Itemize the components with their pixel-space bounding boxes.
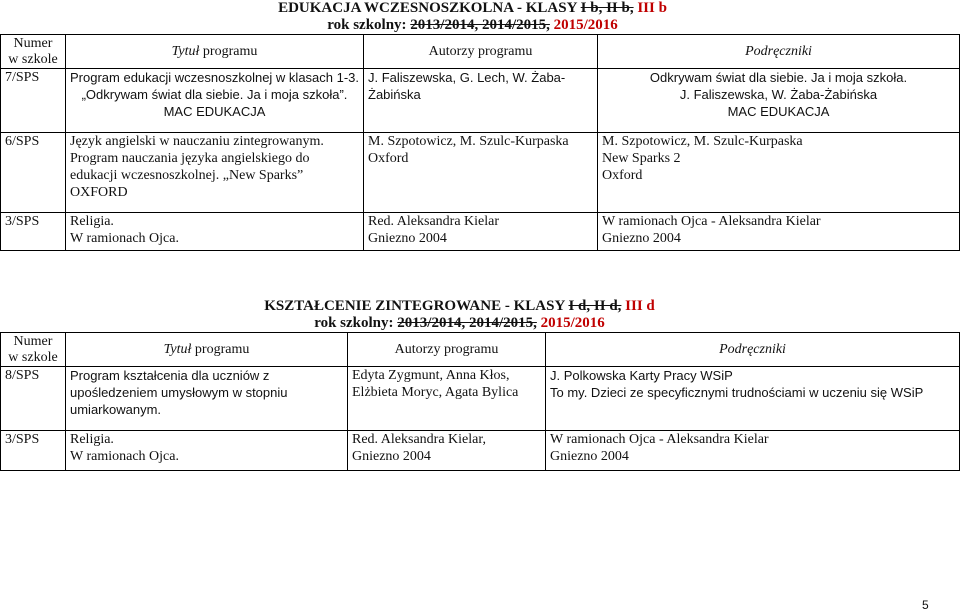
- program-title: Religia. W ramionach Ojca.: [66, 431, 348, 471]
- program-title: Program kształcenia dla uczniów z upośledzeniem umysłowym w stopniu umiarkowanym.: [66, 367, 348, 431]
- table-title-row: [1, 0, 960, 35]
- page-number: 5: [922, 598, 929, 612]
- header-textbooks: Podręczniki: [598, 35, 960, 69]
- table-row: [1, 213, 960, 251]
- program-number: 3/SPS: [1, 213, 66, 251]
- program-authors: J. Faliszewska, G. Lech, W. Żaba- Żabińska: [364, 69, 598, 133]
- program-title: Program edukacji wczesnoszkolnej w klasach 1-3. „Odkrywam świat dla siebie. Ja i moja szkoła”. MAC EDUKACJA: [66, 69, 364, 133]
- program-number: 7/SPS: [1, 69, 66, 133]
- section-title: EDUKACJA WCZESNOSZKOLNA - KLASY I b, II b, III b rok szkolny: 2013/2014, 2014/2015, 2015/2016: [66, 0, 960, 35]
- program-title: Religia. W ramionach Ojca.: [66, 213, 364, 251]
- header-row: [1, 333, 960, 367]
- header-number: Numer w szkole: [1, 35, 66, 69]
- program-textbooks: J. Polkowska Karty Pracy WSiP To my. Dzieci ze specyficznymi trudnościami w uczeniu się WSiP: [546, 367, 960, 431]
- header-authors: Autorzy programu: [364, 35, 598, 69]
- header-row: [1, 35, 960, 69]
- header-program-title: Tytuł programu: [66, 35, 364, 69]
- curriculum-table-early-education: [0, 0, 960, 251]
- school-year: rok szkolny: 2013/2014, 2014/2015, 2015/2016: [314, 315, 605, 331]
- program-number: 8/SPS: [1, 367, 66, 431]
- header-number: Numer w szkole: [1, 333, 66, 367]
- header-authors: Autorzy programu: [348, 333, 546, 367]
- table-row: [1, 367, 960, 431]
- curriculum-table-integrated-education: [0, 298, 960, 471]
- header-program-title: Tytuł programu: [66, 333, 348, 367]
- section-title: KSZTAŁCENIE ZINTEGROWANE - KLASY I d, II d, III d rok szkolny: 2013/2014, 2014/2015, 2015/2016: [66, 298, 960, 333]
- table-row: [1, 133, 960, 213]
- program-authors: Edyta Zygmunt, Anna Kłos, Elżbieta Moryc, Agata Bylica: [348, 367, 546, 431]
- program-authors: Red. Aleksandra Kielar, Gniezno 2004: [348, 431, 546, 471]
- school-year: rok szkolny: 2013/2014, 2014/2015, 2015/2016: [327, 17, 618, 33]
- program-textbooks: W ramionach Ojca - Aleksandra Kielar Gniezno 2004: [546, 431, 960, 471]
- program-textbooks: W ramionach Ojca - Aleksandra Kielar Gniezno 2004: [598, 213, 960, 251]
- program-textbooks: M. Szpotowicz, M. Szulc-Kurpaska New Sparks 2 Oxford: [598, 133, 960, 213]
- program-title: Język angielski w nauczaniu zintegrowanym. Program nauczania języka angielskiego do edukacji wczesnoszkolnej. „New Sparks” OXFORD: [66, 133, 364, 213]
- program-authors: Red. Aleksandra Kielar Gniezno 2004: [364, 213, 598, 251]
- table-title-row: [1, 298, 960, 333]
- table-row: [1, 431, 960, 471]
- table-row: [1, 69, 960, 133]
- program-number: 3/SPS: [1, 431, 66, 471]
- header-textbooks: Podręczniki: [546, 333, 960, 367]
- program-authors: M. Szpotowicz, M. Szulc-Kurpaska Oxford: [364, 133, 598, 213]
- program-number: 6/SPS: [1, 133, 66, 213]
- program-textbooks: Odkrywam świat dla siebie. Ja i moja szkoła. J. Faliszewska, W. Żaba-Żabińska MAC EDUKACJA: [598, 69, 960, 133]
